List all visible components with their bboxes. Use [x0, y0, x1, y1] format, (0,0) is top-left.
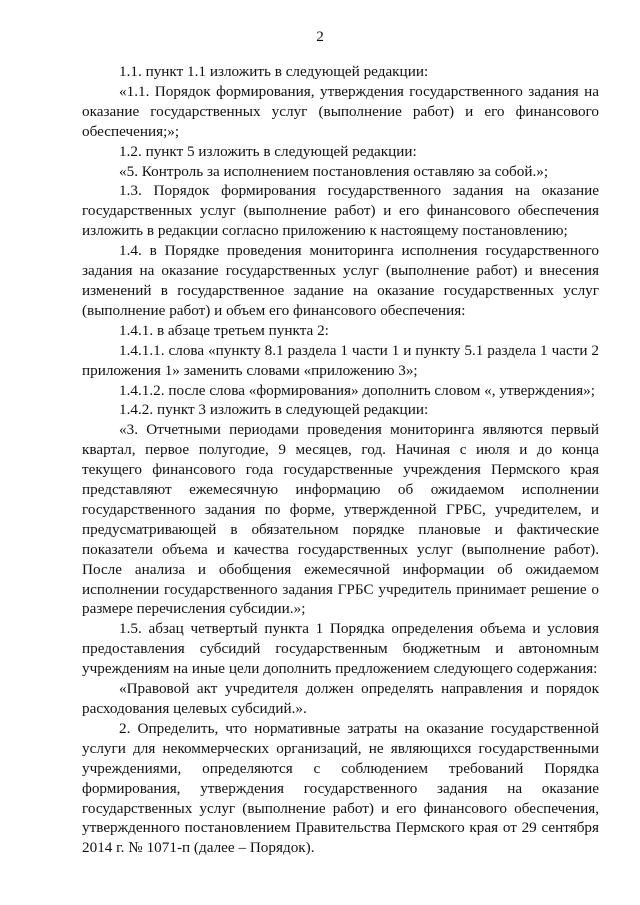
page-number: 2: [316, 28, 324, 45]
paragraph-1-4-2: 1.4.2. пункт 3 изложить в следующей редакции:: [119, 401, 429, 419]
paragraph-1-2-text: «5. Контроль за исполнением постановления оставляю за собой.»;: [119, 162, 549, 180]
paragraph-2: 2. Определить, что нормативные затраты на оказание государственной услуги для некоммерческих организаций, не являющихся государственными учреждениями, определяются с соблюдением требований Порядка формирования, утверждения государственного задания на оказание государственных услуг (выполнение работ) и его финансового обеспечения, утвержденного постановлением Правительства Пермского края от 29 сентября 2014 г. № 1071-п (далее – Порядок).: [82, 719, 599, 857]
paragraph-1-1-text: «1.1. Порядок формирования, утверждения государственного задания на оказание государственных услуг (выполнение работ) и его финансового обеспечения;»;: [82, 82, 599, 140]
paragraph-1-4-1: 1.4.1. в абзаце третьем пункта 2:: [119, 321, 329, 339]
paragraph-1-4: 1.4. в Порядке проведения мониторинга исполнения государственного задания на оказание государственных услуг (выполнение работ) и внесения изменений в государственное задание на оказание государственных услуг (выполнение работ) и объем его финансового обеспечения:: [82, 242, 599, 319]
paragraph-1-2: 1.2. пункт 5 изложить в следующей редакции:: [119, 142, 417, 160]
paragraph-1-4-2-text: «3. Отчетными периодами проведения мониторинга являются первый квартал, первое полугодие, 9 месяцев, год. Начиная с июля и до конца текущего финансового года государственные учреждения Пермского края представляют ежемесячную информацию об ожидаемом исполнении государственного задания по форме, утвержденной ГРБС, учредителем, и предусматривающей в обязательном порядке плановые и фактические показатели объема и качества государственных услуг (выполнение работ). После анализа и обобщения ежемесячной информации об ожидаемом исполнении государственного задания ГРБС учредитель принимает решение о размере перечисления субсидии.»;: [82, 421, 599, 618]
paragraph-1-4-1-2: 1.4.1.2. после слова «формирования» дополнить словом «, утверждения»;: [119, 381, 595, 399]
document-body: [82, 62, 599, 858]
paragraph-1-4-1-1: 1.4.1.1. слова «пункту 8.1 раздела 1 части 1 и пункту 5.1 раздела 1 части 2 приложения 1» заменить словами «приложению 3»;: [82, 341, 599, 379]
paragraph-1-1: 1.1. пункт 1.1 изложить в следующей редакции:: [119, 63, 429, 80]
paragraph-1-5-text: «Правовой акт учредителя должен определять направления и порядок расходования целевых субсидий.».: [82, 680, 599, 717]
paragraph-1-3: 1.3. Порядок формирования государственного задания на оказание государственных услуг (выполнение работ) и его финансового обеспечения изложить в редакции согласно приложению к настоящему постановлению;: [82, 182, 599, 240]
paragraph-1-5: 1.5. абзац четвертый пункта 1 Порядка определения объема и условия предоставления субсидий государственным бюджетным и автономным учреждениям на иные цели дополнить предложением следующего содержания:: [82, 620, 599, 678]
